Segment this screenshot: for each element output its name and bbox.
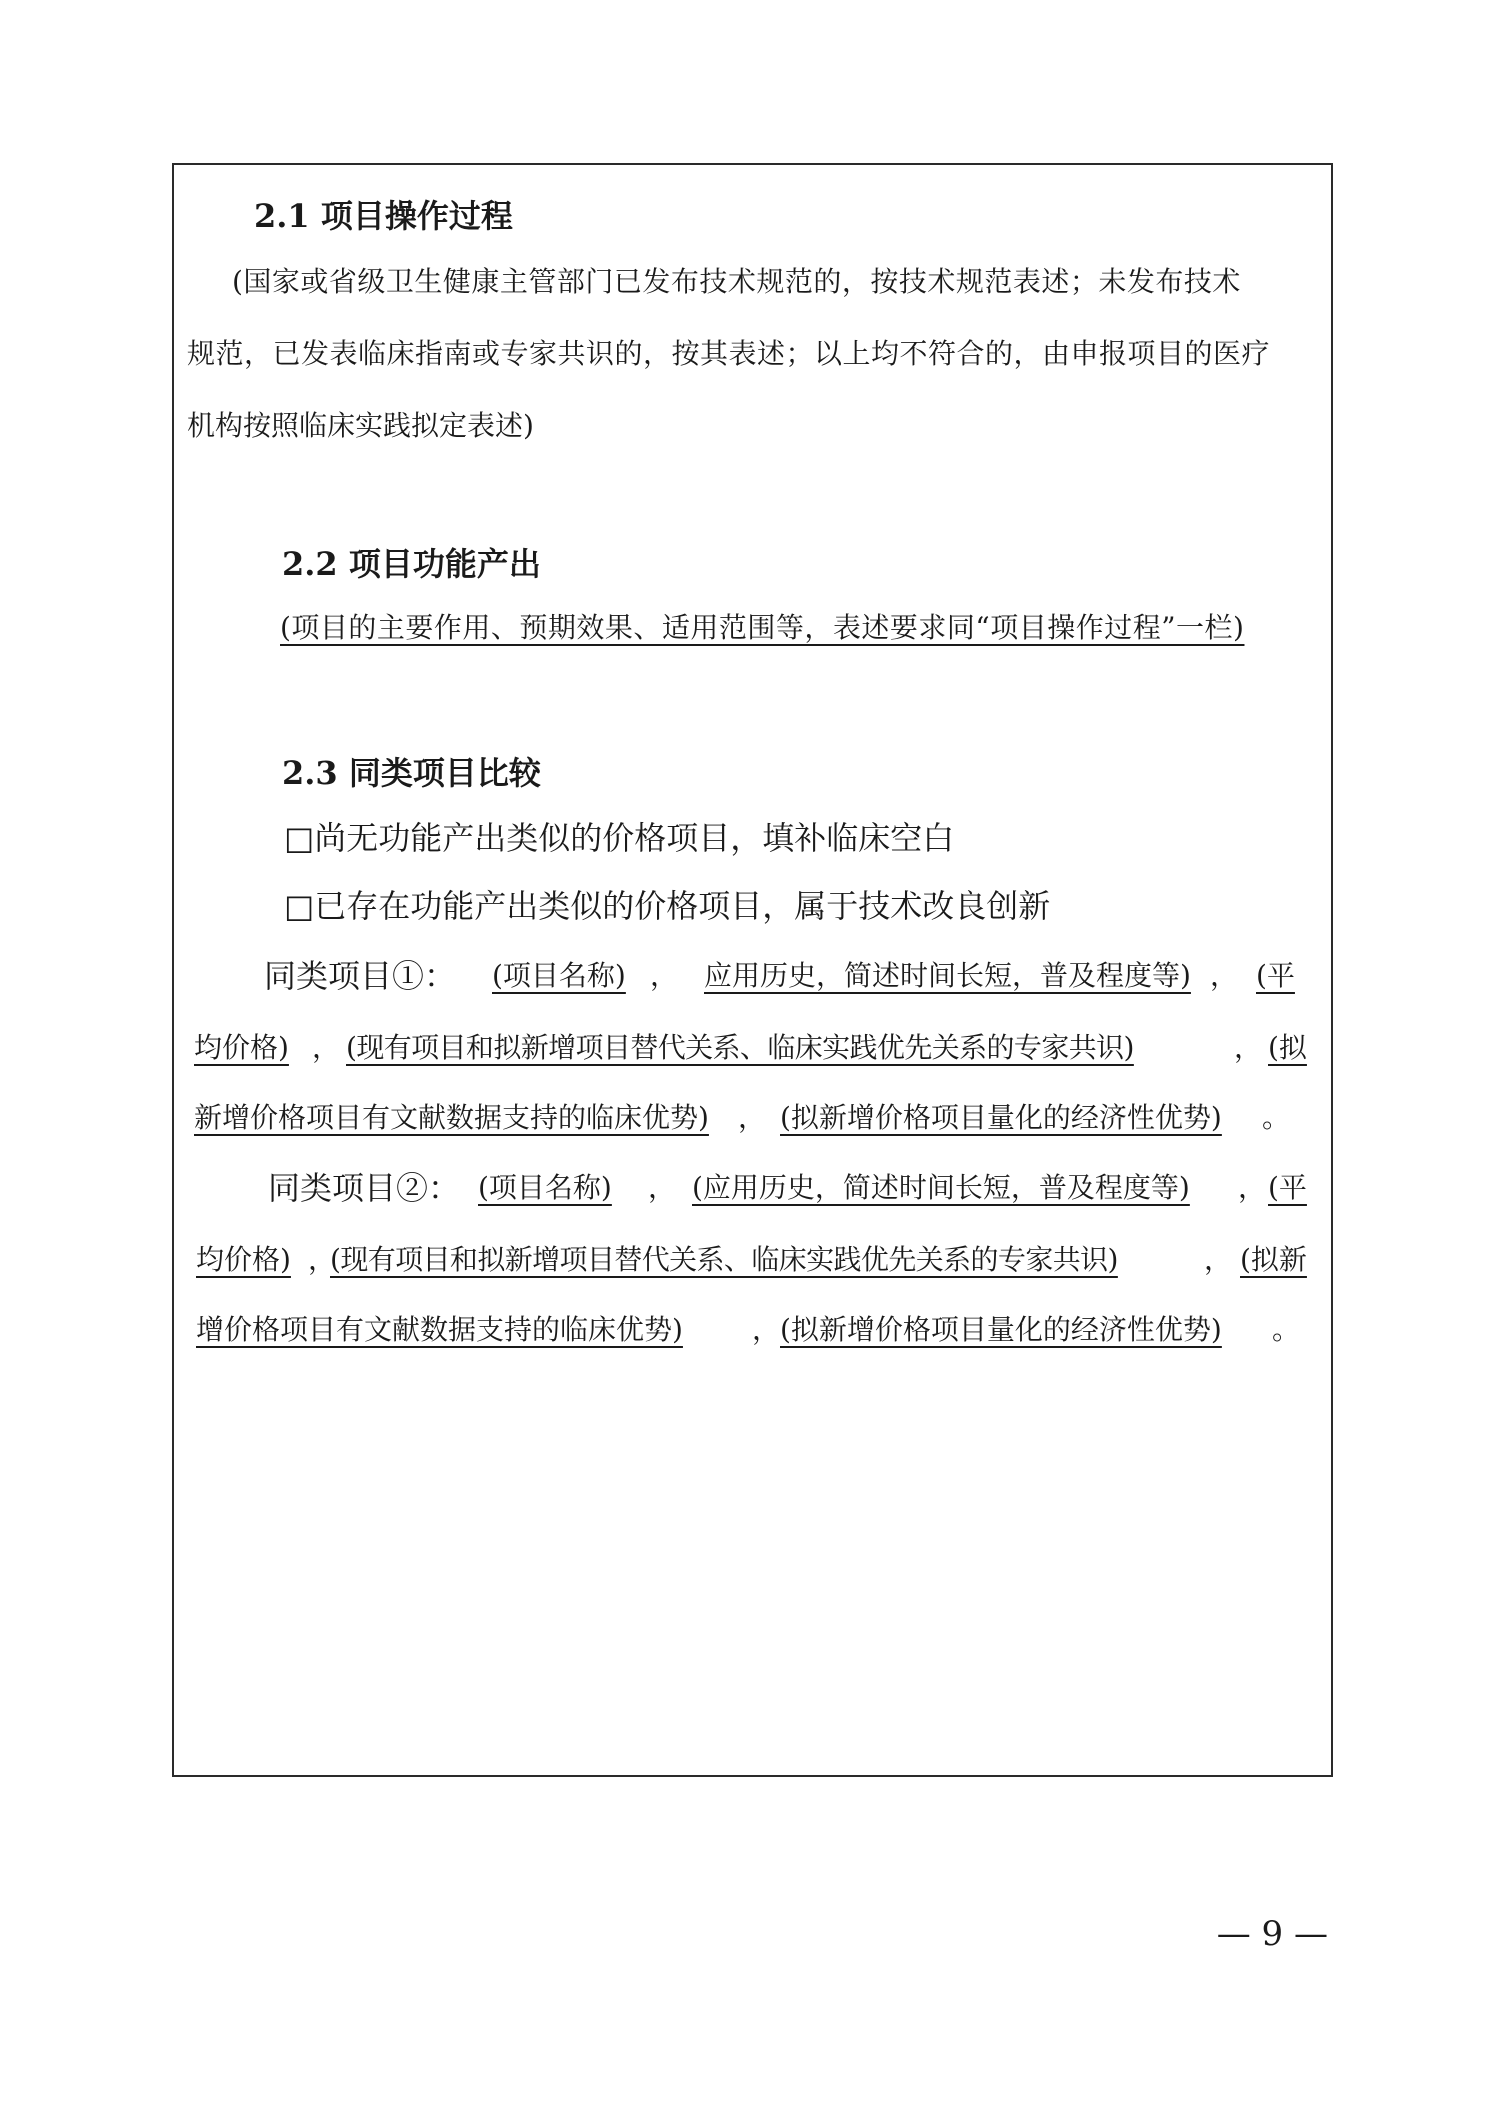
section-2-1-note-line-1: (国家或省级卫生健康主管部门已发布技术规范的，按技术规范表述；未发布技术 [232,265,1241,298]
similar-item-2-sep-2: ， [1238,1171,1267,1204]
similar-item-1-sep-1: ， [650,959,679,992]
section-2-2-heading: 2.2 项目功能产出 [282,545,541,583]
similar-item-2-price-b: 均价格) [196,1243,291,1276]
similar-item-2-adv-a: (拟新 [1240,1243,1307,1276]
similar-item-1-adv-a: (拟 [1268,1031,1307,1064]
similar-item-1-sep-2: ， [1210,959,1239,992]
section-2-1-note-line-3: 机构按照临床实践拟定表述) [187,409,534,442]
section-2-1-note-line-2: 规范，已发表临床指南或专家共识的，按其表述；以上均不符合的，由申报项目的医疗 [187,337,1271,370]
similar-item-1-history: 应用历史，简述时间长短，普及程度等) [704,959,1191,992]
similar-item-1-price-a: (平 [1256,959,1295,992]
similar-item-1-sep-4: ， [1234,1031,1263,1064]
similar-item-2-history: (应用历史，简述时间长短，普及程度等) [692,1171,1190,1204]
option-similar-item-exists[interactable]: □已存在功能产出类似的价格项目，属于技术改良创新 [284,887,1051,925]
similar-item-2-sep-4: ， [1204,1243,1233,1276]
similar-item-1-label: 同类项目①： [264,957,457,995]
similar-item-2-sep-3: ， [308,1243,337,1276]
section-2-3-heading: 2.3 同类项目比较 [282,754,541,792]
similar-item-1-sep-5: ， [738,1101,767,1134]
similar-item-2-name: (项目名称) [478,1171,612,1204]
similar-item-2-adv-b: 增价格项目有文献数据支持的临床优势) [196,1313,683,1346]
option-no-similar-item[interactable]: □尚无功能产出类似的价格项目，填补临床空白 [284,819,955,857]
similar-item-1-price-b: 均价格) [194,1031,289,1064]
similar-item-1-name: (项目名称) [492,959,626,992]
similar-item-2-consensus: (现有项目和拟新增项目替代关系、临床实践优先关系的专家共识) [330,1243,1118,1276]
similar-item-1-end: 。 [1262,1101,1291,1134]
section-2-2-note: (项目的主要作用、预期效果、适用范围等，表述要求同“项目操作过程”一栏) [280,611,1245,644]
similar-item-1-econ: (拟新增价格项目量化的经济性优势) [780,1101,1222,1134]
similar-item-2-econ: (拟新增价格项目量化的经济性优势) [780,1313,1222,1346]
page-number: — 9 — [1216,1914,1328,1954]
similar-item-1-sep-3: ， [312,1031,341,1064]
similar-item-2-price-a: (平 [1268,1171,1307,1204]
section-2-1-heading: 2.1 项目操作过程 [254,197,513,235]
similar-item-1-adv-b: 新增价格项目有文献数据支持的临床优势) [194,1101,709,1134]
similar-item-2-sep-1: ， [648,1171,677,1204]
similar-item-2-label: 同类项目②： [268,1169,461,1207]
similar-item-2-end: 。 [1272,1313,1301,1346]
similar-item-2-sep-5: ， [752,1313,781,1346]
similar-item-1-consensus: (现有项目和拟新增项目替代关系、临床实践优先关系的专家共识) [346,1031,1134,1064]
